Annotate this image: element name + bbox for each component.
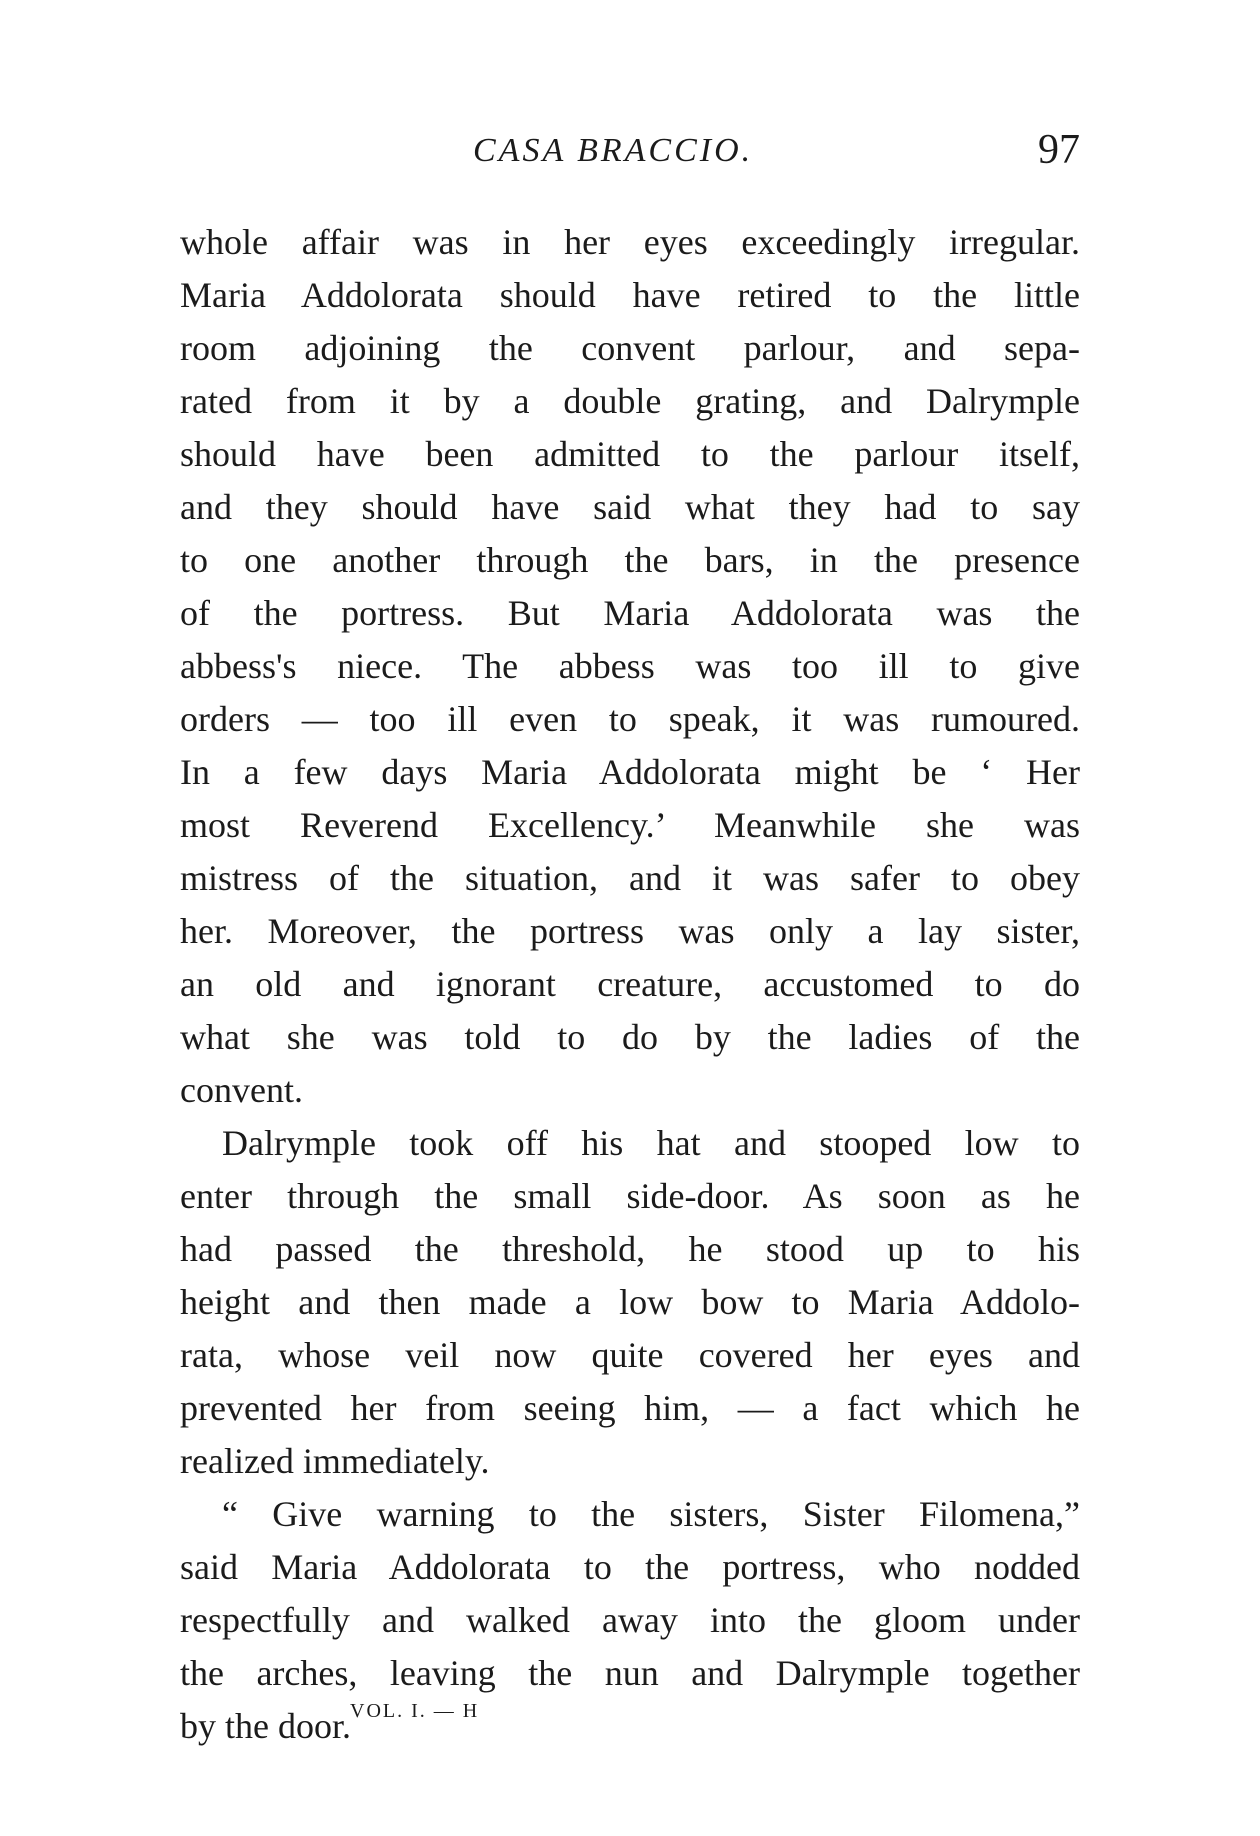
- text-line: of the portress. But Maria Addolorata was the: [180, 593, 1080, 633]
- text-line: abbess's niece. The abbess was too ill to give: [180, 646, 1080, 686]
- text-line: had passed the threshold, he stood up to his: [180, 1229, 1080, 1269]
- body-text: [180, 216, 1080, 1753]
- text-line: rated from it by a double grating, and Dalrymple: [180, 381, 1080, 421]
- text-line: her. Moreover, the portress was only a lay sister,: [180, 911, 1080, 951]
- text-line: enter through the small side-door. As soon as he: [180, 1176, 1080, 1216]
- text-line: height and then made a low bow to Maria Addolo-: [180, 1282, 1080, 1322]
- text-line: realized immediately.: [180, 1441, 490, 1481]
- text-line: convent.: [180, 1070, 303, 1110]
- text-line: orders — too ill even to speak, it was rumoured.: [180, 699, 1080, 739]
- paragraph: [180, 216, 1080, 1117]
- text-line: the arches, leaving the nun and Dalrymple together: [180, 1653, 1080, 1693]
- page-number: 97: [1038, 127, 1080, 173]
- text-line: rata, whose veil now quite covered her eyes and: [180, 1335, 1080, 1375]
- text-line: “ Give warning to the sisters, Sister Filomena,”: [222, 1494, 1080, 1534]
- text-line: should have been admitted to the parlour itself,: [180, 434, 1080, 474]
- text-line: respectfully and walked away into the gloom under: [180, 1600, 1080, 1640]
- text-line: Maria Addolorata should have retired to the little: [180, 275, 1080, 315]
- text-line: to one another through the bars, in the presence: [180, 540, 1080, 580]
- paragraph: [180, 1488, 1080, 1753]
- text-line: whole affair was in her eyes exceedingly irregular.: [180, 222, 1080, 262]
- text-line: In a few days Maria Addolorata might be ‘ Her: [180, 752, 1080, 792]
- text-line: prevented her from seeing him, — a fact which he: [180, 1388, 1080, 1428]
- text-line: most Reverend Excellency.’ Meanwhile she was: [180, 805, 1080, 845]
- text-line: by the door.: [180, 1706, 351, 1746]
- signature-mark: VOL. I. — H: [350, 1700, 480, 1722]
- text-line: mistress of the situation, and it was safer to obey: [180, 858, 1080, 898]
- text-line: Dalrymple took off his hat and stooped low to: [222, 1123, 1080, 1163]
- paragraph: [180, 1117, 1080, 1488]
- text-line: said Maria Addolorata to the portress, who nodded: [180, 1547, 1080, 1587]
- running-head: [180, 126, 1080, 176]
- text-line: what she was told to do by the ladies of the: [180, 1017, 1080, 1057]
- text-line: and they should have said what they had to say: [180, 487, 1080, 527]
- text-line: an old and ignorant creature, accustomed to do: [180, 964, 1080, 1004]
- text-line: room adjoining the convent parlour, and sepa-: [180, 328, 1080, 368]
- running-title: CASA BRACCIO.: [473, 132, 754, 169]
